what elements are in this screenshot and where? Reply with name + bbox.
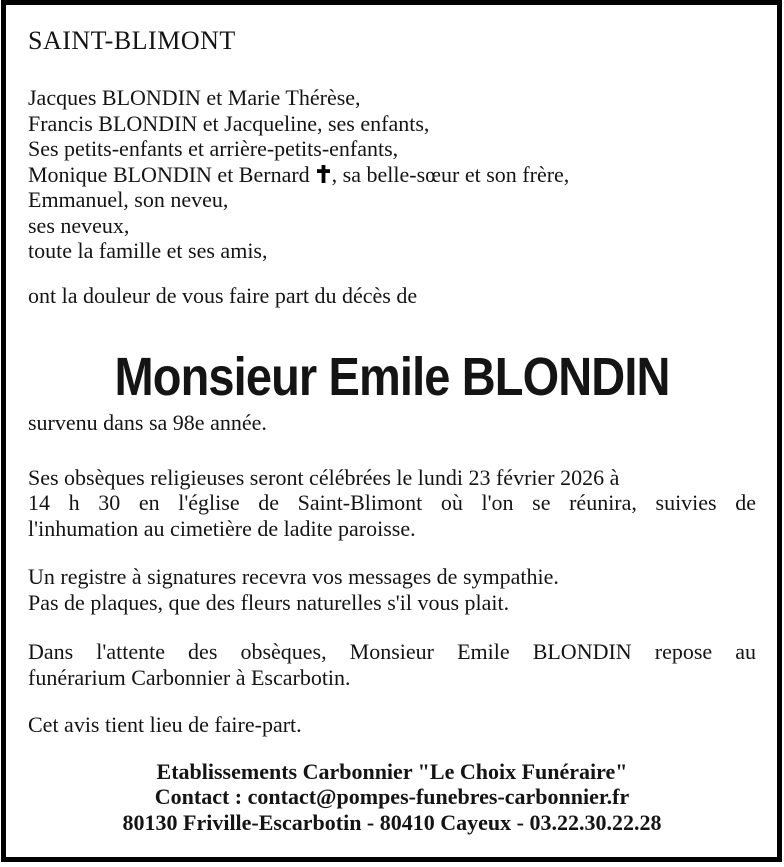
ceremony-line: 14 h 30 en l'église de Saint-Blimont où l'on se réunira, suivies de: [28, 490, 756, 515]
ceremony-line: Ses obsèques religieuses seront célébrées le lundi 23 février 2026 à: [28, 464, 620, 490]
ceremony-paragraph: [28, 465, 756, 542]
condolence-paragraph: [28, 564, 756, 615]
age-line: survenu dans sa 98e année.: [28, 410, 267, 435]
location-heading: SAINT-BLIMONT: [28, 26, 236, 55]
repose-line: Dans l'attente des obsèques, Monsieur Emile BLONDIN repose au: [28, 639, 756, 664]
family-line: Francis BLONDIN et Jacqueline, ses enfants,: [28, 110, 430, 136]
faire-part-line: Cet avis tient lieu de faire-part.: [28, 712, 302, 737]
family-line-text: Monique BLONDIN et Bernard: [28, 161, 310, 187]
ceremony-line: l'inhumation au cimetière de ladite paroisse.: [28, 515, 416, 541]
family-line: Jacques BLONDIN et Marie Thérèse,: [28, 85, 361, 110]
footer-contact-email: Contact : contact@pompes-funebres-carbonnier.fr: [154, 784, 630, 809]
family-line: Ses petits-enfants et arrière-petits-enfants,: [28, 136, 399, 161]
latin-cross-icon: [317, 165, 330, 183]
family-list: [28, 85, 756, 264]
family-line: Emmanuel, son neveu,: [28, 187, 229, 212]
deceased-name-title: [28, 347, 756, 407]
family-line-text: , sa belle-sœur et son frère,: [331, 161, 570, 187]
register-line: Un registre à signatures recevra vos messages de sympathie.: [28, 564, 559, 589]
repose-line: funérarium Carbonnier à Escarbotin.: [28, 664, 351, 690]
flowers-line: Pas de plaques, que des fleurs naturelles s'il vous plait.: [28, 589, 510, 615]
footer-address-phone: 80130 Friville-Escarbotin - 80410 Cayeux - 03.22.30.22.28: [122, 809, 662, 835]
family-line: toute la famille et ses amis,: [28, 238, 268, 263]
announcement-line: ont la douleur de vous faire part du décès de: [28, 282, 418, 308]
family-line: ses neveux,: [28, 212, 130, 238]
footer-company-name: Etablissements Carbonnier "Le Choix Funéraire": [156, 758, 628, 784]
deceased-name-text: Monsieur Emile BLONDIN: [114, 347, 670, 407]
funeral-home-footer: [28, 759, 756, 836]
family-line-with-cross: [28, 162, 756, 188]
repose-paragraph: [28, 639, 756, 690]
